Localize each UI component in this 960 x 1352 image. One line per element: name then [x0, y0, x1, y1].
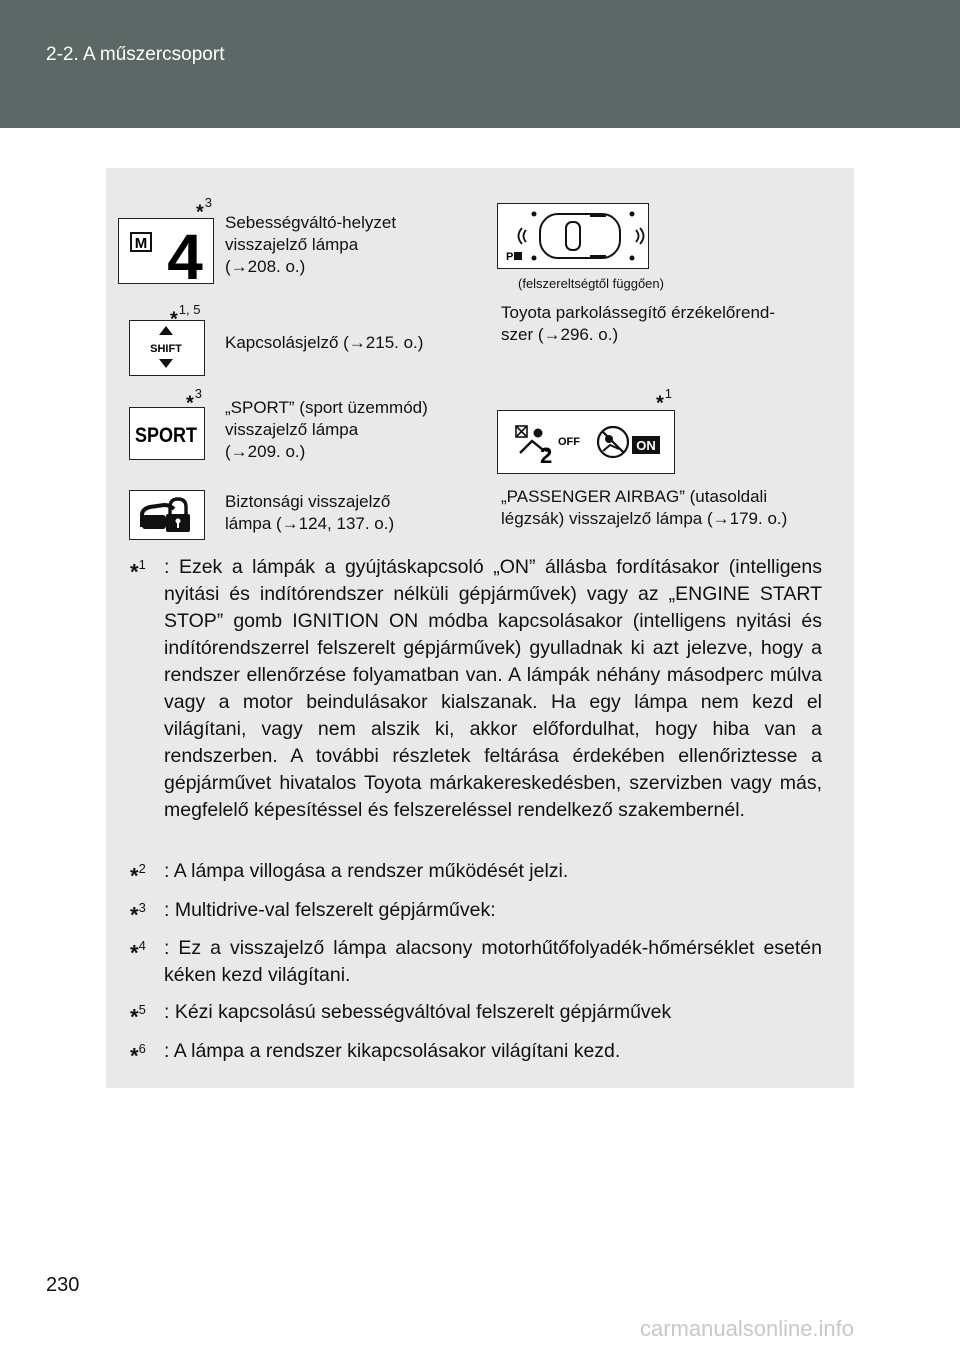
svg-text:OFF: OFF: [558, 436, 580, 448]
gear-footnote-marker: *$^3$: [196, 195, 213, 224]
footnote-4: *$^4$ : Ez a visszajelző lámpa alacsony motorhűtőfolyadék-hőmérséklet esetén kéken kezd világítani.: [130, 937, 822, 986]
security-indicator: [129, 490, 205, 540]
footnote-marker: *$^5$: [130, 1002, 146, 1030]
footnote-5: *$^5$ : Kézi kapcsolású sebességváltóval felszerelt gépjárművek: [130, 999, 822, 1026]
sport-label-icon: [130, 408, 203, 458]
svg-text:SPORT: SPORT: [135, 424, 198, 447]
svg-text:P: P: [506, 251, 514, 263]
airbag-description: „PASSENGER AIRBAG” (utasoldali légzsák) visszajelző lámpa (→179. o.): [501, 487, 788, 528]
footnote-marker: *$^4$: [130, 938, 146, 966]
footnote-2: *$^2$ : A lámpa villogása a rendszer működését jelzi.: [130, 858, 822, 885]
car-lock-icon: [130, 491, 203, 538]
parking-sensor-icon: [498, 204, 647, 267]
footnote-6: *$^6$ : A lámpa a rendszer kikapcsolásakor világítani kezd.: [130, 1038, 822, 1065]
section-title: 2-2. A műszercsoport: [46, 44, 225, 65]
passenger-airbag-indicator: [497, 410, 675, 474]
shift-description: Kapcsolásjelző (→215. o.): [225, 333, 424, 352]
sport-mode-indicator: [129, 407, 205, 460]
parking-description: Toyota parkolássegítő érzékelőrend- szer (→296. o.): [501, 303, 776, 344]
parking-assist-indicator: [497, 203, 649, 269]
footnote-marker: *$^1$: [130, 557, 146, 585]
shift-footnote-marker: *$^{1, 5}$: [170, 302, 201, 331]
svg-text:ON: ON: [636, 438, 656, 453]
sport-description: „SPORT” (sport üzemmód) visszajelző lámpa (→209. o.): [225, 398, 428, 461]
security-description: Biztonsági visszajelző lámpa (→124, 137. o.): [225, 492, 395, 533]
sport-footnote-marker: *$^3$: [186, 386, 203, 415]
gear-description: Sebességváltó-helyzet visszajelző lámpa (→208. o.): [225, 213, 397, 276]
airbag-status-icon: [498, 411, 673, 472]
svg-text:4: 4: [167, 221, 203, 282]
svg-text:M: M: [134, 235, 148, 252]
footnote-1: *$^1$ : Ezek a lámpák a gyújtáskapcsoló „ON” állásba fordításakor (intelligens nyitási és indítórendszer nélküli gépjárművek) vagy az „ENGINE START STOP” gomb IGNITION ON módba kapcsolásakor (intelligens nyitási és indítórendszerrel felszerelt gépjárművek) gyulladnak ki azt jelezve, hogy a rendszer ellenőrzése folyamatban van. A lámpák néhány másodperc múlva vagy a motor beindulásakor kialszanak. Ha egy lámpa nem kezd el világítani, vagy nem alszik ki, akkor előfordulhat, hogy hiba van a rendszerben. A további részletek feltárása érdekében ellenőriztesse a gépjárművet hivatalos Toyota márkakereskedésben, szervizben vagy más, megfelelő képesítéssel és felszereléssel rendelkező szakembernél.: [130, 556, 822, 821]
airbag-footnote-marker: *$^1$: [656, 386, 673, 415]
svg-text:2: 2: [540, 443, 553, 468]
page-header: [0, 0, 960, 128]
page-number: 230: [46, 1274, 80, 1296]
watermark: carmanualsonline.info: [640, 1316, 855, 1341]
gear-position-indicator: [118, 218, 214, 284]
parking-availability-note: (felszereltségtől függően): [518, 276, 664, 291]
footnote-marker: *$^3$: [130, 900, 146, 928]
footnote-marker: *$^2$: [130, 861, 146, 889]
footnote-marker: *$^6$: [130, 1041, 146, 1069]
footnote-3: *$^3$ : Multidrive-val felszerelt gépjárművek:: [130, 897, 822, 924]
gear-m-icon: [119, 219, 212, 282]
svg-text:SHIFT: SHIFT: [150, 343, 182, 355]
